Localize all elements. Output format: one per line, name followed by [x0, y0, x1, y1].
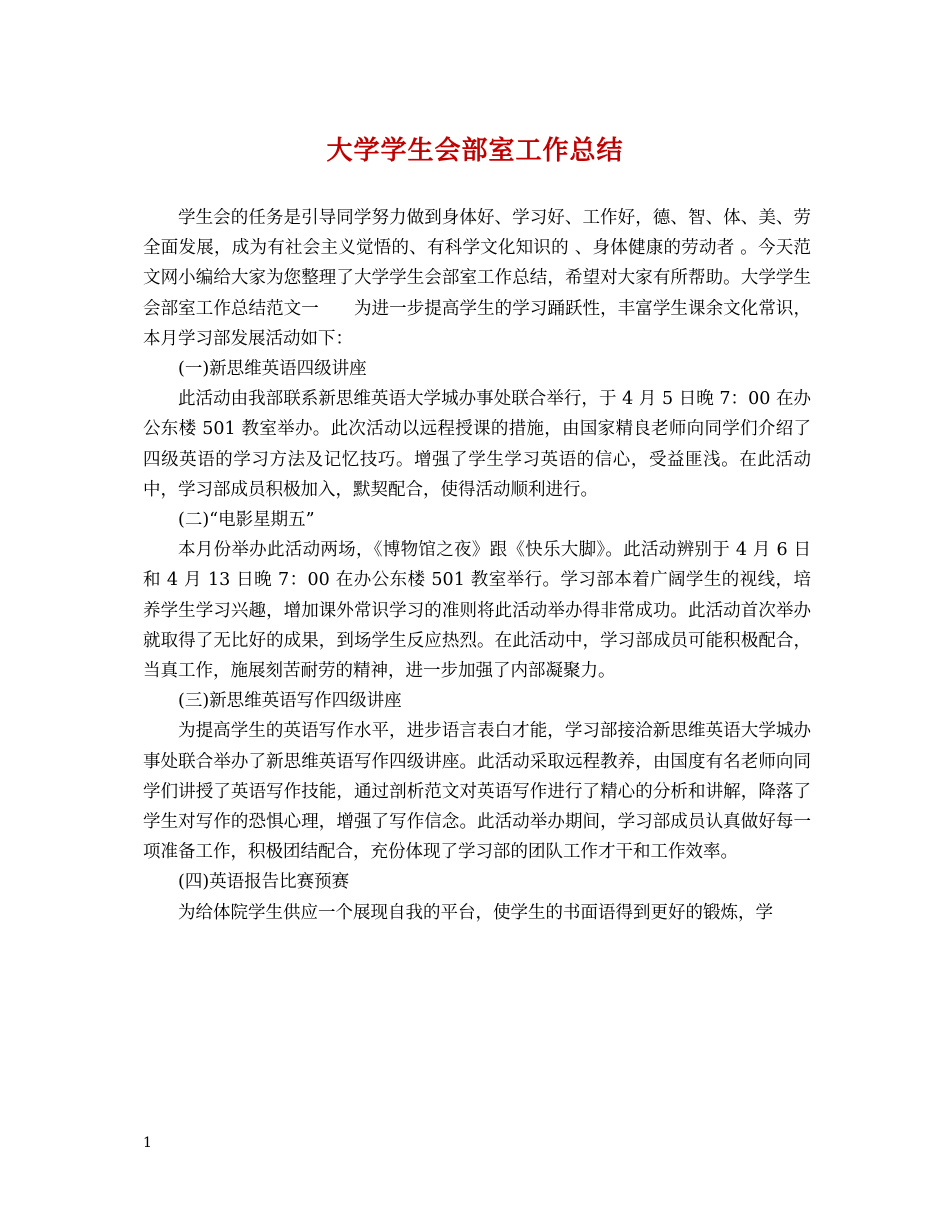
intro-paragraph: 学生会的任务是引导同学努力做到身体好、学习好、工作好，德、智、体、美、劳全面发展，成为有社会主义觉悟的、有科学文化知识的 、身体健康的劳动者 。今天范文网小编给大家为您整理了大学学生会部室工作总结，希望对大家有所帮助。大学学生会部室工作总结范文一 为进一步提高学生的学习踊跃性，丰富学生课余文化常识，本月学习部发展活动如下：: [143, 208, 811, 349]
section-heading-1: (一)新思维英语四级讲座: [178, 359, 367, 380]
document-title: 大学学生会部室工作总结: [326, 136, 624, 166]
section-heading-4: (四)英语报告比赛预赛: [178, 872, 350, 893]
section-heading-3: (三)新思维英语写作四级讲座: [178, 691, 402, 712]
section-paragraph-3: 为提高学生的英语写作水平，进步语言表白才能，学习部接洽新思维英语大学城办事处联合举办了新思维英语写作四级讲座。此活动采取远程教养，由国度有名老师向同学们讲授了英语写作技能，通过剖析范文对英语写作进行了精心的分析和讲解，降落了学生对写作的恐惧心理，增强了写作信念。此活动举办期间，学习部成员认真做好每一项准备工作，积极团结配合，充份体现了学习部的团队工作才干和工作效率。: [143, 721, 811, 863]
page-number: 1: [143, 1135, 152, 1151]
document-body: [143, 203, 811, 928]
section-heading-2: (二)“电影星期五”: [178, 510, 315, 531]
section-paragraph-4: 为给体院学生供应一个展现自我的平台，使学生的书面语得到更好的锻炼，学: [178, 902, 773, 923]
section-paragraph-2: 本月份举办此活动两场，《博物馆之夜》跟《快乐大脚》。此活动辨别于 4 月 6 日和 4 月 13 日晚 7：00 在办公东楼 501 教室举行。学习部本着广阔学生的视线，培养学生学习兴趣，增加课外常识学习的准则将此活动举办得非常成功。此活动首次举办就取得了无比好的成果，到场学生反应热烈。在此活动中，学习部成员可能积极配合，当真工作，施展刻苦耐劳的精神，进一步加强了内部凝聚力。: [143, 540, 811, 682]
section-paragraph-1: 此活动由我部联系新思维英语大学城办事处联合举行，于 4 月 5 日晚 7：00 在办公东楼 501 教室举办。此次活动以远程授课的措施，由国家精良老师向同学们介绍了四级英语的学习方法及记忆技巧。增强了学生学习英语的信心，受益匪浅。在此活动中，学习部成员积极加入，默契配合，使得活动顺利进行。: [143, 389, 811, 500]
